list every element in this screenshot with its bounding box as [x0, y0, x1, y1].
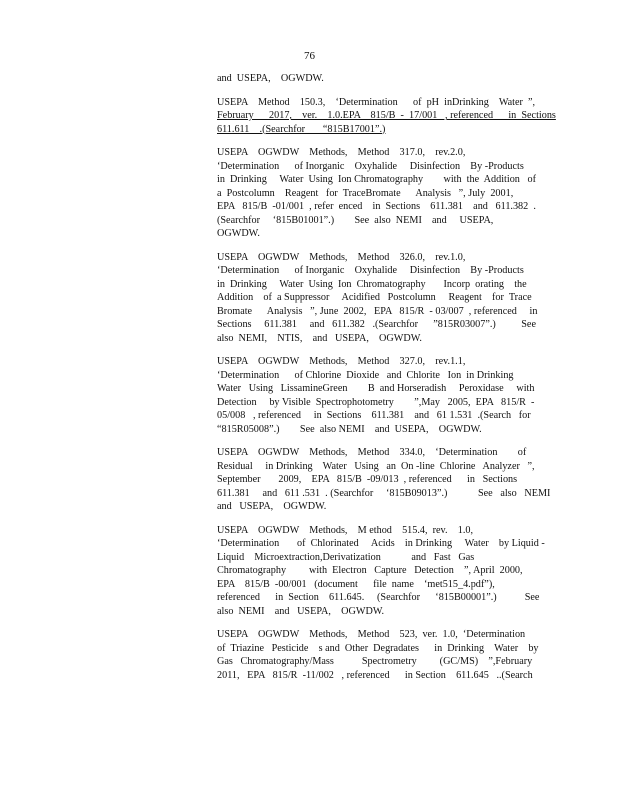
- reference-line: September 2009, EPA 815/B -09/013 , referenced in Sections: [217, 474, 518, 485]
- reference-line: 611.611 .(Searchfor “815B17001”.): [217, 123, 386, 135]
- reference-line: Liquid Microextraction,Derivatization and Fast Gas: [217, 551, 475, 563]
- reference-line: Gas Chromatography/Mass Spectrometry (GC/MS) ”,February: [217, 656, 533, 667]
- reference-line: USEPA OGWDW Methods, Method 326.0, rev.1.0,: [217, 251, 466, 263]
- reference-entry: [217, 524, 545, 619]
- reference-line: also NEMI and USEPA, OGWDW.: [217, 605, 385, 617]
- intro-line: and USEPA, OGWDW.: [217, 73, 324, 84]
- reference-line: Detection by Visible Spectrophotometry ”,May 2005, EPA 815/R -: [217, 396, 535, 408]
- reference-line: “815R05008”.) See also NEMI and USEPA, OGWDW.: [217, 423, 482, 435]
- reference-line: USEPA OGWDW Methods, Method 334.0, ‘Determination of: [217, 447, 527, 458]
- reference-line: of Triazine Pesticide s and Other Degradates in Drinking Water by: [217, 642, 539, 654]
- reference-line: a Postcolumn Reagent for TraceBromate Analysis ”, July 2001,: [217, 187, 514, 199]
- reference-list: [217, 96, 556, 683]
- intro-fragment: [217, 72, 542, 86]
- reference-line: in Drinking Water Using Ion Chromatography Incorp orating the: [217, 278, 527, 290]
- reference-line: Chromatography with Electron Capture Detection ”, April 2000,: [217, 565, 523, 576]
- reference-line: USEPA OGWDW Methods, Method 327.0, rev.1.1,: [217, 356, 466, 367]
- reference-line: Bromate Analysis ”, June 2002, EPA 815/R - 03/007 , referenced in: [217, 305, 538, 317]
- reference-entry: [217, 628, 542, 682]
- reference-line: EPA 815/B -01/001 , refer enced in Sections 611.381 and 611.382 .: [217, 201, 536, 212]
- reference-entry: [217, 251, 542, 346]
- reference-line: 2011, EPA 815/R -11/002 , referenced in Section 611.645 ..(Search: [217, 669, 533, 681]
- reference-line: USEPA OGWDW Methods, Method 317.0, rev.2.0,: [217, 147, 466, 158]
- reference-line: Addition of a Suppressor Acidified Postcolumn Reagent for Trace: [217, 292, 532, 303]
- reference-line: ‘Determination of Inorganic Oxyhalide Disinfection By -Products: [217, 265, 524, 276]
- reference-line: OGWDW.: [217, 228, 260, 239]
- reference-line: ‘Determination of Inorganic Oxyhalide Disinfection By -Products: [217, 160, 524, 172]
- reference-entry: [217, 446, 551, 514]
- references-body: [217, 72, 556, 692]
- reference-line: (Searchfor ‘815B01001”.) See also NEMI and USEPA,: [217, 214, 494, 226]
- reference-line: USEPA OGWDW Methods, Method 523, ver. 1.0, ‘Determination: [217, 629, 526, 640]
- reference-line: also NEMI, NTIS, and USEPA, OGWDW.: [217, 332, 422, 344]
- reference-line: USEPA Method 150.3, ‘Determination of pH inDrinking Water ”,: [217, 96, 536, 108]
- reference-entry: [217, 146, 542, 241]
- reference-line: EPA 815/B -00/001 (document file name ‘met515_4.pdf”),: [217, 578, 495, 590]
- reference-line: Water Using LissamineGreen B and Horseradish Peroxidase with: [217, 383, 535, 394]
- reference-line: Residual in Drinking Water Using an On -line Chlorine Analyzer ”,: [217, 460, 535, 472]
- reference-line: USEPA OGWDW Methods, M ethod 515.4, rev. 1.0,: [217, 524, 474, 536]
- reference-line: 611.381 and 611 .531 . (Searchfor ‘815B09013”.) See also NEMI: [217, 487, 551, 499]
- reference-line: in Drinking Water Using Ion Chromatography with the Addition of: [217, 174, 537, 185]
- reference-entry: [217, 355, 542, 436]
- reference-line: ‘Determination of Chlorinated Acids in Drinking Water by Liquid -: [217, 538, 545, 549]
- reference-line: and USEPA, OGWDW.: [217, 501, 327, 512]
- page-number: 76: [304, 50, 315, 62]
- reference-line: 05/008 , referenced in Sections 611.381 and 61 1.531 .(Search for: [217, 410, 531, 421]
- reference-line: referenced in Section 611.645. (Searchfor ‘815B00001”.) See: [217, 592, 540, 603]
- reference-line: ‘Determination of Chlorine Dioxide and Chlorite Ion in Drinking: [217, 369, 514, 381]
- reference-line: Sections 611.381 and 611.382 .(Searchfor ”815R03007”.) See: [217, 319, 536, 330]
- reference-line: February 2017, ver. 1.0.EPA 815/B - 17/001 , referenced in Sections: [217, 110, 556, 121]
- reference-entry: [217, 96, 556, 137]
